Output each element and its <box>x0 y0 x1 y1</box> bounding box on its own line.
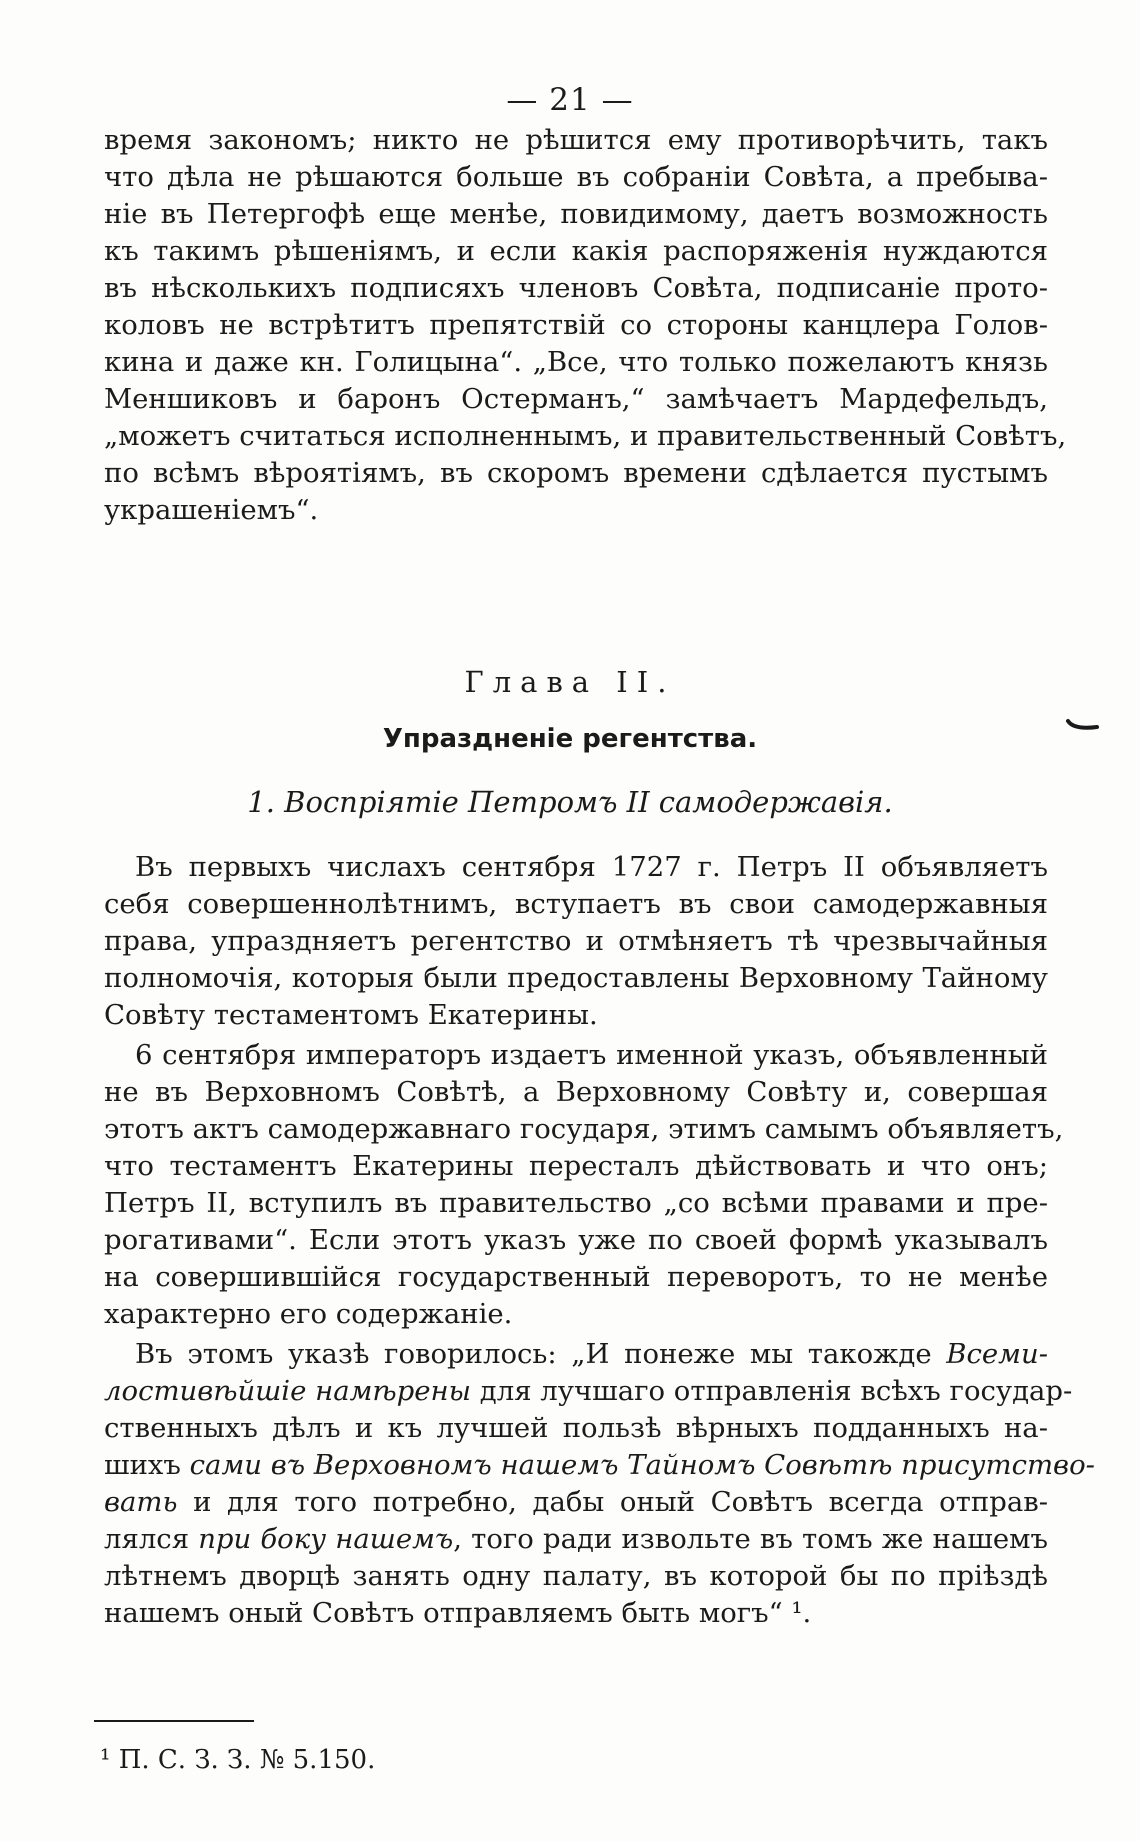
text-line: Совѣту тестаментомъ Екатерины. <box>104 999 598 1031</box>
text-line: рогативами“. Если этотъ указъ уже по своей формѣ указывалъ <box>104 1224 1048 1256</box>
text-line: по всѣмъ вѣроятіямъ, въ скоромъ времени сдѣлается пустымъ <box>104 457 1048 489</box>
text-segment: шихъ <box>104 1449 190 1481</box>
text-line: характерно его содержаніе. <box>104 1298 513 1330</box>
text-line: нашемъ оный Совѣтъ отправляемъ быть могъ“ ¹. <box>104 1597 812 1629</box>
text-line: на совершившійся государственный переворотъ, то не менѣе <box>104 1261 1048 1293</box>
text-line: „можетъ считаться исполненнымъ, и правительственный Совѣтъ, <box>104 420 1067 452</box>
text-segment: , того ради извольте въ томъ же нашемъ <box>453 1523 1048 1555</box>
text-line <box>104 1482 1048 1522</box>
text-line <box>135 1334 1048 1374</box>
text-line: въ нѣсколькихъ подписяхъ членовъ Совѣта, подписаніе прото- <box>104 272 1048 304</box>
italic-segment: вать <box>104 1486 178 1518</box>
footnote: ¹ П. С. З. З. № 5.150. <box>100 1745 376 1775</box>
text-line: этотъ актъ самодержавнаго государя, этимъ самымъ объявляетъ, <box>104 1113 1064 1145</box>
text-line: къ такимъ рѣшеніямъ, и если какія распоряженія нуждаются <box>104 235 1048 267</box>
text-line <box>104 1519 1048 1559</box>
text-line: время закономъ; никто не рѣшится ему противорѣчить, такъ <box>104 124 1048 156</box>
italic-segment: при боку нашемъ <box>198 1523 454 1555</box>
text-line: что тестаментъ Екатерины пересталъ дѣйствовать и что онъ; <box>104 1150 1048 1182</box>
text-line: права, упраздняетъ регентство и отмѣняетъ тѣ чрезвычайныя <box>104 925 1048 957</box>
text-line <box>104 1371 1073 1411</box>
chapter-heading: Глава II. <box>464 665 676 699</box>
footnote-divider <box>94 1720 254 1722</box>
text-line: Въ первыхъ числахъ сентября 1727 г. Петръ II объявляетъ <box>135 851 1048 883</box>
text-line: Петръ II, вступилъ въ правительство „со всѣми правами и пре- <box>104 1187 1048 1219</box>
italic-segment: Всеми- <box>946 1338 1048 1370</box>
text-line: себя совершеннолѣтнимъ, вступаетъ въ свои самодержавныя <box>104 888 1048 920</box>
text-line: коловъ не встрѣтитъ препятствій со стороны канцлера Голов- <box>104 309 1048 341</box>
text-segment: лялся <box>104 1523 199 1555</box>
text-line: кина и даже кн. Голицына“. „Все, что только пожелаютъ князь <box>104 346 1048 378</box>
text-line: что дѣла не рѣшаются больше въ собраніи Совѣта, а пребыва- <box>104 161 1048 193</box>
text-line: ственныхъ дѣлъ и къ лучшей пользѣ вѣрныхъ подданныхъ на- <box>104 1412 1048 1444</box>
text-segment: для лучшаго отправленія всѣхъ государ- <box>471 1375 1073 1407</box>
text-segment: Въ этомъ указѣ говорилось: „И понеже мы такожде <box>135 1338 947 1370</box>
text-line: украшеніемъ“. <box>104 494 319 526</box>
text-line: 6 сентября императоръ издаетъ именной указъ, объявленный <box>135 1039 1048 1071</box>
text-line: не въ Верховномъ Совѣтѣ, а Верховному Совѣту и, совершая <box>104 1076 1048 1108</box>
text-line: лѣтнемъ дворцѣ занять одну палату, въ которой бы по пріѣздѣ <box>104 1560 1048 1592</box>
section-heading: 1. Воспріятіе Петромъ II самодержавія. <box>247 785 893 819</box>
italic-segment: лостивѣйшіе намѣрены <box>104 1375 472 1407</box>
italic-segment: сами въ Верховномъ нашемъ Тайномъ Совѣтѣ присутство- <box>189 1449 1095 1481</box>
text-line: Меншиковъ и баронъ Остерманъ,“ замѣчаетъ Мардефельдъ, <box>104 383 1048 415</box>
text-segment: и для того потребно, дабы оный Совѣтъ всегда отправ- <box>177 1486 1048 1518</box>
text-line <box>104 1445 1095 1485</box>
text-line: полномочія, которыя были предоставлены Верховному Тайному <box>104 962 1048 994</box>
text-line: ніе въ Петергофѣ еще менѣе, повидимому, даетъ возможность <box>104 198 1048 230</box>
page-number: — 21 — <box>506 82 634 118</box>
chapter-subtitle: Упраздненіе регентства. <box>382 724 758 754</box>
